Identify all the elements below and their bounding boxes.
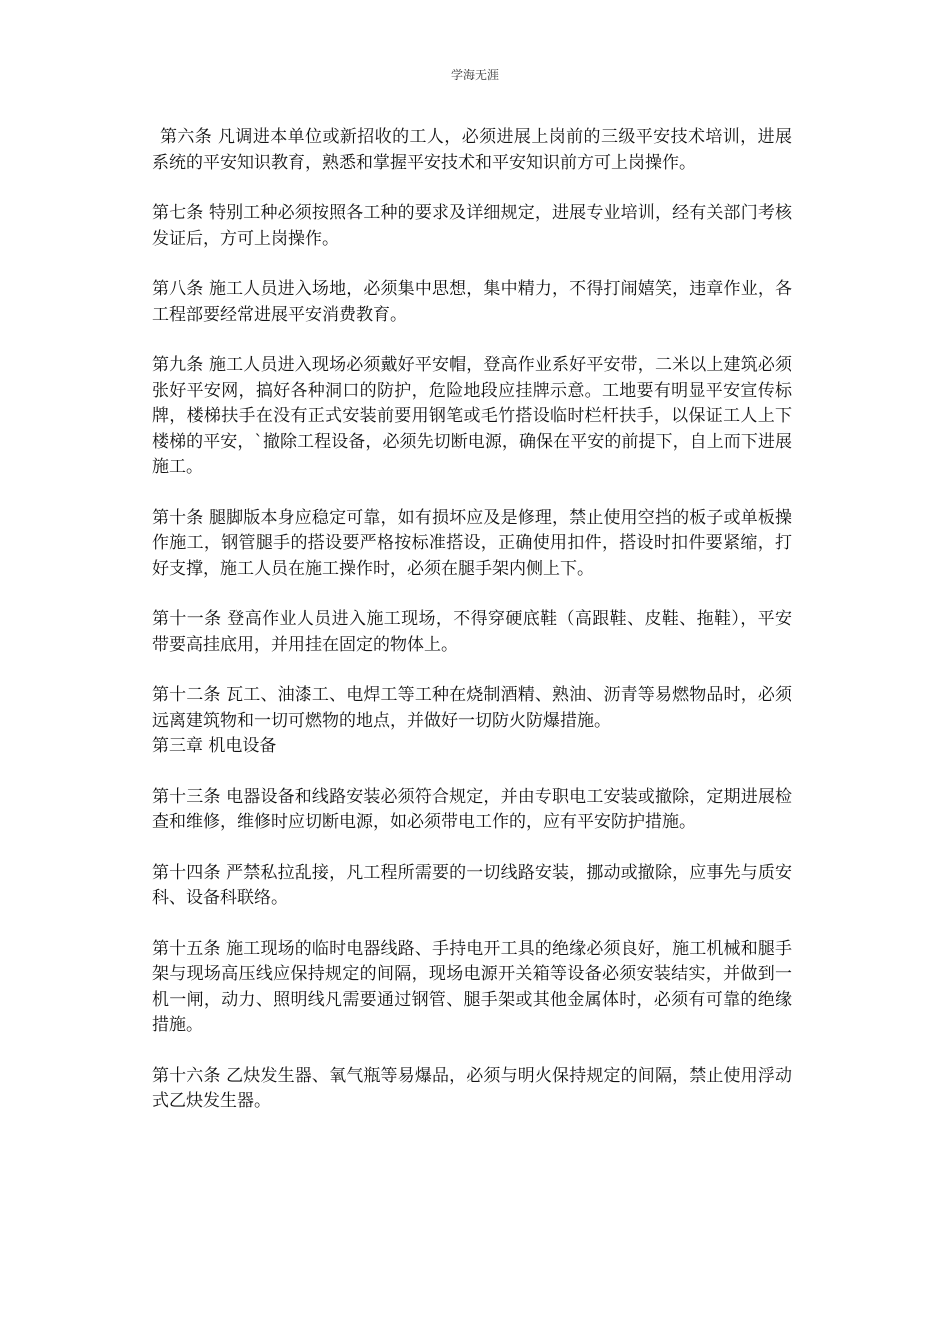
article-9: 第九条 施工人员进入现场必须戴好平安帽，登高作业系好平安带，二米以上建筑必须张好平安网，搞好各种洞口的防护，危险地段应挂牌示意。工地要有明显平安宣传标牌，楼梯扶手在没有正式安装前要用钢笔或毛竹搭设临时栏杆扶手，以保证工人上下楼梯的平安，`撤除工程设备，必须先切断电源，确保在平安的前提下，自上而下进展施工。 [152,355,792,477]
chapter-heading: 第三章 机电设备 [152,736,277,756]
article-13: 第十三条 电器设备和线路安装必须符合规定，并由专职电工安装或撤除，定期进展检查和维修，维修时应切断电源，如必须带电工作的，应有平安防护措施。 [152,786,792,832]
article-15: 第十五条 施工现场的临时电器线路、手持电开工具的绝缘必须良好，施工机械和腿手架与现场高压线应保持规定的间隔，现场电源开关箱等设备必须安装结实，并做到一机一闸，动力、照明线凡需要通过钢管、腿手架或其他金属体时，必须有可靠的绝缘措施。 [152,938,792,1035]
article-12: 第十二条 瓦工、油漆工、电焊工等工种在烧制酒精、熟油、沥青等易燃物品时，必须远离建筑物和一切可燃物的地点，并做好一切防火防爆措施。 [152,685,792,731]
article-16: 第十六条 乙炔发生器、氧气瓶等易爆品，必须与明火保持规定的间隔，禁止使用浮动式乙炔发生器。 [152,1065,792,1111]
article-6: 第六条 凡调进本单位或新招收的工人，必须进展上岗前的三级平安技术培训，进展系统的平安知识教育，熟悉和掌握平安技术和平安知识前方可上岗操作。 [152,127,792,173]
page-header: 学海无涯 [450,68,499,82]
article-7: 第七条 特别工种必须按照各工种的要求及详细规定，进展专业培训，经有关部门考核发证后，方可上岗操作。 [152,203,792,249]
article-10: 第十条 腿脚版本身应稳定可靠，如有损坏应及是修理，禁止使用空挡的板子或单板操作施工，钢管腿手的搭设要严格按标准搭设，正确使用扣件，搭设时扣件要紧缩，打好支撑，施工人员在施工操作时，必须在腿手架内侧上下。 [152,507,792,579]
document-body [152,125,792,1140]
article-8: 第八条 施工人员进入场地，必须集中思想，集中精力，不得打闹嬉笑，违章作业，各工程部要经常进展平安消费教育。 [152,279,792,325]
article-14: 第十四条 严禁私拉乱接，凡工程所需要的一切线路安装，挪动或撤除，应事先与质安科、设备科联络。 [152,862,792,908]
article-11: 第十一条 登高作业人员进入施工现场，不得穿硬底鞋（高跟鞋、皮鞋、拖鞋），平安带要高挂底用，并用挂在固定的物体上。 [152,609,792,655]
